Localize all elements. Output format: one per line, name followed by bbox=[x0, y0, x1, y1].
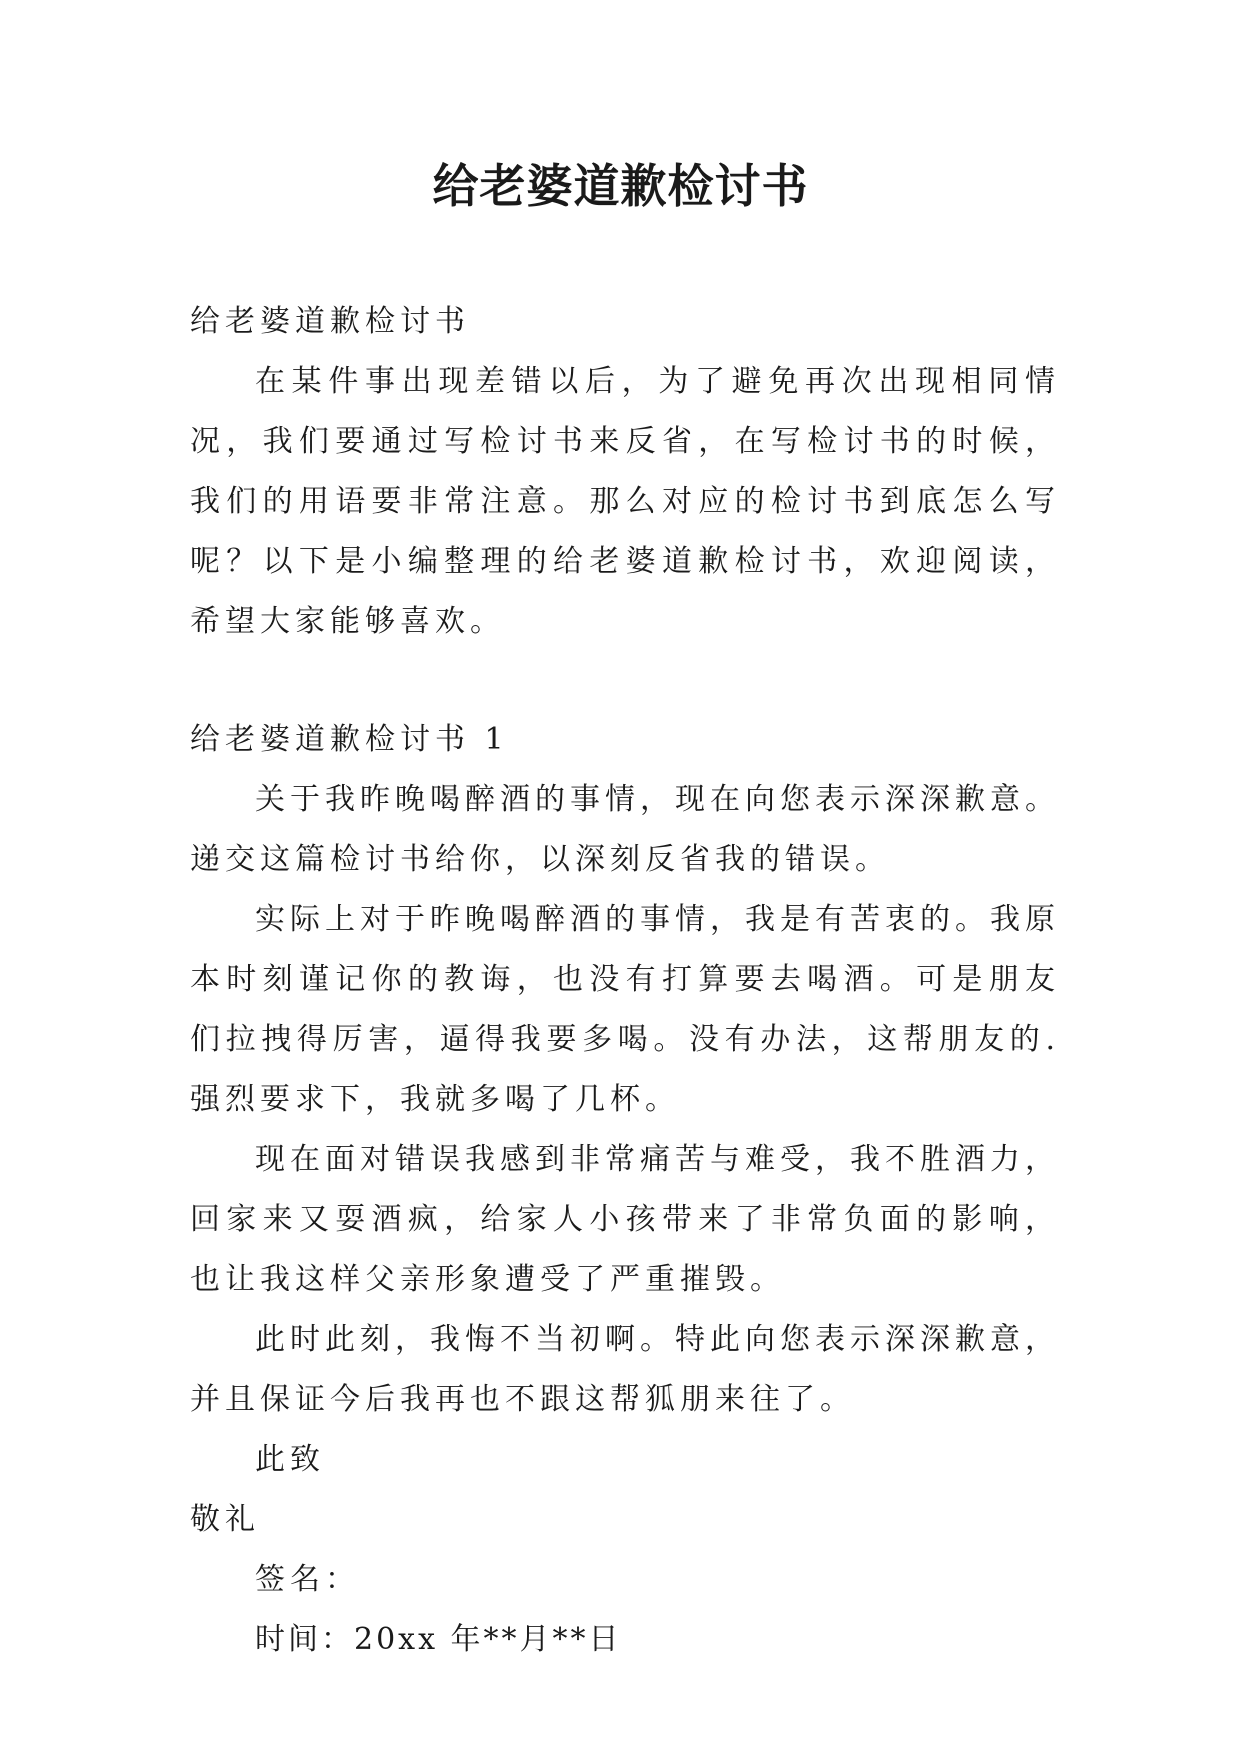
salutation-line: 敬礼 bbox=[190, 1502, 260, 1537]
closing-line: 此致 bbox=[255, 1442, 325, 1477]
body-paragraph-1: 关于我昨晚喝醉酒的事情，现在向您表示深深歉意。递交这篇检讨书给你，以深刻反省我的错误。 bbox=[190, 782, 1060, 877]
date-line: 时间：20xx 年**月**日 bbox=[255, 1622, 622, 1657]
document-body bbox=[190, 292, 1060, 1670]
body-paragraph-4: 此时此刻，我悔不当初啊。特此向您表示深深歉意，并且保证今后我再也不跟这帮狐朋来往了。 bbox=[190, 1322, 1060, 1417]
document-subtitle: 给老婆道歉检讨书 bbox=[190, 304, 470, 339]
intro-paragraph: 在某件事出现差错以后，为了避免再次出现相同情况，我们要通过写检讨书来反省，在写检讨书的时候，我们的用语要非常注意。那么对应的检讨书到底怎么写呢？以下是小编整理的给老婆道歉检讨书，欢迎阅读，希望大家能够喜欢。 bbox=[190, 364, 1060, 639]
section-spacer bbox=[190, 652, 1060, 710]
section-heading: 给老婆道歉检讨书 1 bbox=[190, 722, 509, 757]
signature-label: 签名： bbox=[255, 1562, 360, 1597]
body-paragraph-2: 实际上对于昨晚喝醉酒的事情，我是有苦衷的。我原本时刻谨记你的教诲，也没有打算要去喝酒。可是朋友们拉拽得厉害，逼得我要多喝。没有办法，这帮朋友的.强烈要求下，我就多喝了几杯。 bbox=[190, 902, 1060, 1117]
body-paragraph-3: 现在面对错误我感到非常痛苦与难受，我不胜酒力，回家来又耍酒疯，给家人小孩带来了非常负面的影响，也让我这样父亲形象遭受了严重摧毁。 bbox=[190, 1142, 1060, 1297]
document-title: 给老婆道歉检讨书 bbox=[432, 159, 809, 213]
